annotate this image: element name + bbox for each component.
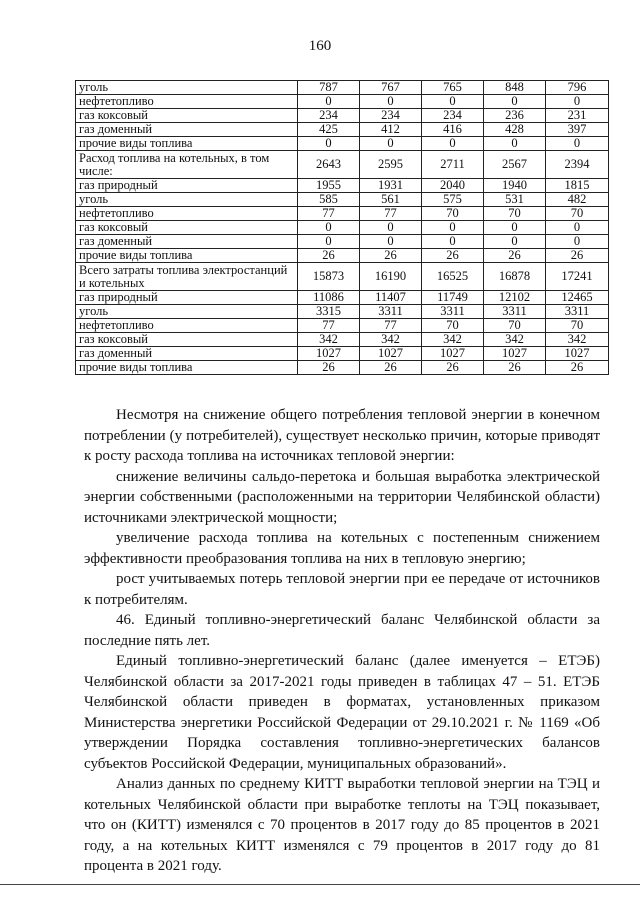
- table-cell: 0: [546, 235, 609, 249]
- row-label: газ природный: [76, 179, 298, 193]
- table-row: [76, 361, 609, 375]
- table-cell: 342: [298, 333, 360, 347]
- table-cell: 342: [484, 333, 546, 347]
- row-label: газ природный: [76, 291, 298, 305]
- paragraph: рост учитываемых потерь тепловой энергии при ее передаче от источников к потребителям.: [84, 571, 600, 608]
- table-row: [76, 263, 609, 291]
- table-cell: 0: [484, 235, 546, 249]
- paragraph: Анализ данных по среднему КИТТ выработки тепловой энергии на ТЭЦ и котельных Челябинской области при выработке теплоты на ТЭЦ показывает, что он (КИТТ) изменялся с 70 процентов в 2017 году до 85 процентов в 2021 году, а на котельных КИТТ изменялся с 79 процентов в 2017 году до 81 процента в 2021 году.: [84, 776, 600, 874]
- table-cell: 0: [484, 95, 546, 109]
- table-cell: 11086: [298, 291, 360, 305]
- table-cell: 1027: [546, 347, 609, 361]
- table-cell: 342: [422, 333, 484, 347]
- row-label: газ доменный: [76, 123, 298, 137]
- table-cell: 26: [484, 249, 546, 263]
- table-cell: 848: [484, 81, 546, 95]
- table-cell: 16525: [422, 263, 484, 291]
- table-cell: 0: [484, 137, 546, 151]
- table-cell: 0: [360, 95, 422, 109]
- table-cell: 26: [298, 249, 360, 263]
- table-cell: 1027: [484, 347, 546, 361]
- table-cell: 70: [546, 319, 609, 333]
- table-cell: 26: [546, 249, 609, 263]
- table-cell: 416: [422, 123, 484, 137]
- table-row: [76, 109, 609, 123]
- table-cell: 12465: [546, 291, 609, 305]
- table-cell: 26: [484, 361, 546, 375]
- table-cell: 1027: [422, 347, 484, 361]
- table-cell: 231: [546, 109, 609, 123]
- table-cell: 1815: [546, 179, 609, 193]
- row-label: прочие виды топлива: [76, 137, 298, 151]
- row-label: прочие виды топлива: [76, 361, 298, 375]
- table-cell: 77: [298, 319, 360, 333]
- table-cell: 561: [360, 193, 422, 207]
- table-cell: 425: [298, 123, 360, 137]
- row-label: газ доменный: [76, 235, 298, 249]
- table-cell: 11749: [422, 291, 484, 305]
- table-cell: 3315: [298, 305, 360, 319]
- table-cell: 236: [484, 109, 546, 123]
- table-row: [76, 347, 609, 361]
- table-row: [76, 151, 609, 179]
- table-cell: 1931: [360, 179, 422, 193]
- table-cell: 0: [546, 137, 609, 151]
- table-cell: 585: [298, 193, 360, 207]
- table-cell: 787: [298, 81, 360, 95]
- table-cell: 482: [546, 193, 609, 207]
- table-cell: 16878: [484, 263, 546, 291]
- table-cell: 428: [484, 123, 546, 137]
- table-cell: 70: [546, 207, 609, 221]
- table-cell: 234: [422, 109, 484, 123]
- table-cell: 70: [422, 207, 484, 221]
- row-label: Расход топлива на котельных, в том числе:: [76, 151, 298, 179]
- row-label: нефтетопливо: [76, 207, 298, 221]
- table-cell: 0: [298, 95, 360, 109]
- table-cell: 575: [422, 193, 484, 207]
- table-row: [76, 81, 609, 95]
- table-cell: 26: [298, 361, 360, 375]
- table-cell: 767: [360, 81, 422, 95]
- table-cell: 0: [360, 137, 422, 151]
- paragraph: снижение величины сальдо-перетока и большая выработка электрической энергии собственными (расположенными на территории Челябинской области) источниками электрической мощности;: [84, 468, 600, 526]
- table-cell: 2643: [298, 151, 360, 179]
- table-cell: 0: [546, 95, 609, 109]
- table-cell: 2595: [360, 151, 422, 179]
- table-cell: 397: [546, 123, 609, 137]
- paragraph: увеличение расхода топлива на котельных с постепенным снижением эффективности преобразования топлива на них в тепловую энергию;: [84, 530, 600, 567]
- row-label: газ коксовый: [76, 109, 298, 123]
- table-cell: 0: [360, 221, 422, 235]
- row-label: газ коксовый: [76, 221, 298, 235]
- table-cell: 2394: [546, 151, 609, 179]
- table-cell: 26: [422, 249, 484, 263]
- table-cell: 2711: [422, 151, 484, 179]
- table-cell: 531: [484, 193, 546, 207]
- table-cell: 70: [484, 207, 546, 221]
- table-cell: 15873: [298, 263, 360, 291]
- table-cell: 342: [360, 333, 422, 347]
- row-label: газ коксовый: [76, 333, 298, 347]
- body-text: [84, 405, 600, 877]
- table-cell: 0: [298, 137, 360, 151]
- table-cell: 765: [422, 81, 484, 95]
- table-cell: 412: [360, 123, 422, 137]
- table-cell: 0: [484, 221, 546, 235]
- table-row: [76, 333, 609, 347]
- table-row: [76, 221, 609, 235]
- scan-edge-line: [0, 884, 640, 885]
- table-cell: 3311: [360, 305, 422, 319]
- table-cell: 2040: [422, 179, 484, 193]
- section-heading: 46. Единый топливно-энергетический баланс Челябинской области за последние пять лет.: [84, 612, 600, 649]
- table-cell: 234: [360, 109, 422, 123]
- table-row: [76, 291, 609, 305]
- table-cell: 12102: [484, 291, 546, 305]
- row-label: прочие виды топлива: [76, 249, 298, 263]
- table-cell: 0: [546, 221, 609, 235]
- paragraph: Единый топливно-энергетический баланс (далее именуется – ЕТЭБ) Челябинской области за 2017-2021 годы приведен в таблицах 47 – 51. ЕТЭБ Челябинской области приведен в форматах, установленных приказом Министерства энергетики Российской Федерации от 29.10.2021 г. № 1169 «Об утверждении Порядка составления топливно-энергетических балансов субъектов Российской Федерации, муниципальных образований».: [84, 653, 600, 772]
- row-label: уголь: [76, 81, 298, 95]
- table-cell: 2567: [484, 151, 546, 179]
- row-label: уголь: [76, 193, 298, 207]
- table-row: [76, 207, 609, 221]
- table-cell: 3311: [484, 305, 546, 319]
- table-cell: 1027: [298, 347, 360, 361]
- table-cell: 3311: [422, 305, 484, 319]
- table-cell: 1940: [484, 179, 546, 193]
- table-cell: 77: [360, 207, 422, 221]
- table-cell: 0: [422, 137, 484, 151]
- table-cell: 77: [360, 319, 422, 333]
- row-label: нефтетопливо: [76, 95, 298, 109]
- table-cell: 1027: [360, 347, 422, 361]
- table-cell: 17241: [546, 263, 609, 291]
- table-row: [76, 249, 609, 263]
- paragraph: Несмотря на снижение общего потребления тепловой энергии в конечном потреблении (у потребителей), существует несколько причин, которые приводят к росту расхода топлива на источниках тепловой энергии:: [84, 407, 600, 464]
- table-cell: 0: [298, 221, 360, 235]
- table-cell: 796: [546, 81, 609, 95]
- row-label: нефтетопливо: [76, 319, 298, 333]
- table-cell: 26: [360, 249, 422, 263]
- table-cell: 3311: [546, 305, 609, 319]
- table-cell: 11407: [360, 291, 422, 305]
- table-cell: 26: [546, 361, 609, 375]
- table-cell: 70: [422, 319, 484, 333]
- table-cell: 0: [360, 235, 422, 249]
- table-row: [76, 95, 609, 109]
- table-cell: 16190: [360, 263, 422, 291]
- table-cell: 26: [422, 361, 484, 375]
- table-cell: 70: [484, 319, 546, 333]
- row-label: газ доменный: [76, 347, 298, 361]
- table-row: [76, 193, 609, 207]
- table-cell: 26: [360, 361, 422, 375]
- row-label: Всего затраты топлива электростанций и котельных: [76, 263, 298, 291]
- table-cell: 1955: [298, 179, 360, 193]
- table-cell: 234: [298, 109, 360, 123]
- table-cell: 342: [546, 333, 609, 347]
- table-cell: 0: [422, 221, 484, 235]
- table-row: [76, 235, 609, 249]
- table-cell: 0: [298, 235, 360, 249]
- page-number: 160: [308, 38, 332, 54]
- table-cell: 0: [422, 95, 484, 109]
- fuel-consumption-table: [75, 80, 609, 375]
- table-row: [76, 319, 609, 333]
- table-row: [76, 123, 609, 137]
- table-row: [76, 179, 609, 193]
- table-cell: 0: [422, 235, 484, 249]
- table-cell: 77: [298, 207, 360, 221]
- row-label: уголь: [76, 305, 298, 319]
- table-row: [76, 137, 609, 151]
- table-row: [76, 305, 609, 319]
